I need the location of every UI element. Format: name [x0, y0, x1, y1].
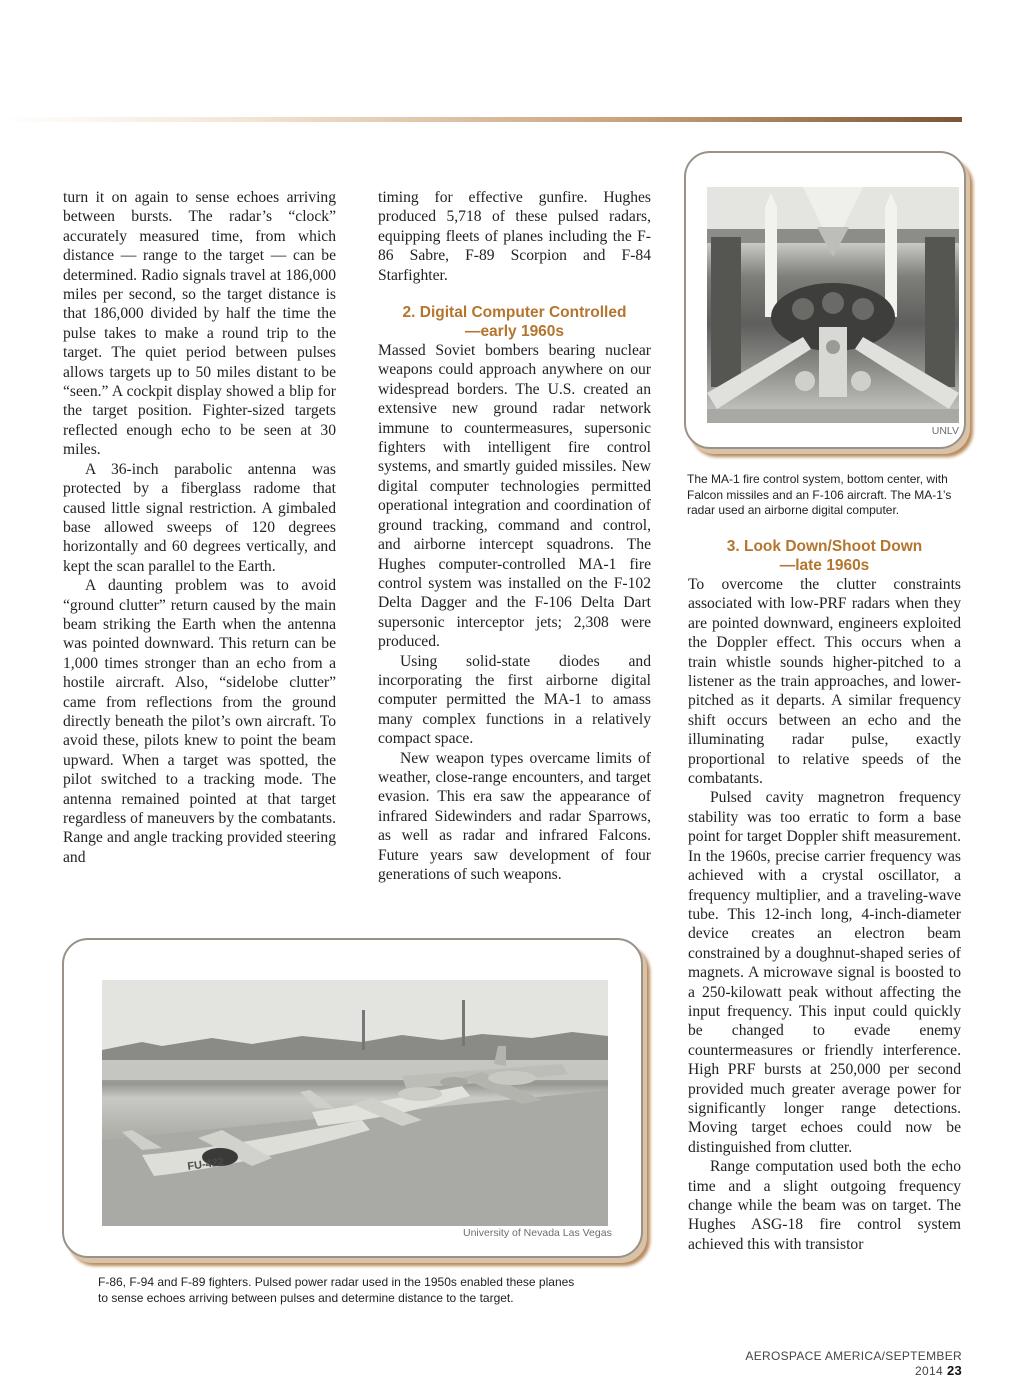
- fighters-photo: [102, 980, 608, 1226]
- paragraph: turn it on again to sense echoes arriving between bursts. The radar’s “clock” accurately measured time, from which distance — range to the target — can be determined. Radio signals travel at 186,000 miles per second, so the target distance is that 186,000 divided by half the time the pulse takes to make a round trip to the target. The quiet period between pulses allows targets up to 50 miles distant to be “seen.” A cockpit display showed a blip for the target position. Fighter-sized targets reflected enough echo to be seen at 30 miles.: [63, 189, 336, 459]
- caption-line: F-86, F-94 and F-89 fighters. Pulsed power radar used in the 1950s enabled these planes: [98, 1275, 575, 1289]
- heading-line: —late 1960s: [779, 557, 870, 574]
- paragraph: A 36-inch parabolic antenna was protected by a fiberglass radome that caused little signal restriction. A gimbaled base allowed sweeps of 120 degrees horizontally and 60 degrees vertically, and kept the scan parallel to the Earth.: [63, 460, 336, 575]
- paragraph: New weapon types overcame limits of weather, close-range encounters, and target evasion. This era saw the appearance of infrared Sidewinders and radar Sparrows, as well as radar and infrared Falcons. Future years saw development of four generations of such weapons.: [378, 749, 651, 883]
- text-column-3: [688, 538, 961, 1254]
- page-footer: [717, 1349, 962, 1378]
- paragraph: To overcome the clutter constraints associated with low-PRF radars when they are pointed downward, engineers exploited the Doppler effect. This occurs when a train whistle sounds higher-pitched to a listener as the train approaches, and lower-pitched as it departs. A similar frequency shift occurs between an echo and the illuminating radar pulse, exactly proportional to relative speeds of the combatants.: [688, 576, 961, 788]
- paragraph: Massed Soviet bombers bearing nuclear weapons could approach anywhere on our widespread borders. The U.S. created an extensive new ground radar network immune to countermeasures, supersonic fighters with intelligent fire control systems, and smartly guided missiles. New digital computer technologies permitted operational integration and coordination of ground tracking, command and control, and airborne intercept squadrons. The Hughes computer-controlled MA-1 fire control system was installed on the F-102 Delta Dagger and the F-106 Delta Dart supersonic interceptor jets; 2,308 were produced.: [378, 342, 651, 651]
- ma1-illustration: [707, 187, 959, 423]
- heading-line: 3. Look Down/Shoot Down: [726, 538, 923, 555]
- fighters-illustration: [102, 980, 608, 1226]
- page-number: 23: [946, 1363, 962, 1378]
- paragraph: A daunting problem was to avoid “ground clutter” return caused by the main beam striking the Earth when the antenna was pointed downward. This return can be 1,000 times stronger than an echo from a hostile aircraft. Also, “sidelobe clutter” came from reflections from the ground directly beneath the pilot’s own aircraft. To avoid these, pilots knew to point the beam upward. When a target was spotted, the pilot switched to a tracking mode. The antenna remained pointed at that target regardless of maneuvers by the combatants. Range and angle tracking provided steering and: [63, 577, 336, 866]
- text-column-1: [63, 188, 336, 867]
- section-heading-digital-computer: [378, 303, 651, 341]
- photo-caption: [98, 1275, 618, 1306]
- heading-line: 2. Digital Computer Controlled: [402, 304, 627, 322]
- ma1-fire-control-photo: [707, 187, 959, 423]
- paragraph: Using solid-state diodes and incorporating the first airborne digital computer permitted the MA-1 to amass many complex functions in a relatively compact space.: [378, 652, 651, 748]
- photo-credit: UNLV: [931, 425, 959, 437]
- publication-name: AEROSPACE AMERICA/SEPTEMBER 2014: [745, 1349, 962, 1378]
- photo-caption: The MA-1 fire control system, bottom center, with Falcon missiles and an F-106 aircraft. The MA-1’s radar used an airborne digital computer.: [687, 472, 952, 517]
- photo-credit: University of Nevada Las Vegas: [463, 1227, 612, 1239]
- tail-marking: FU-422: [186, 1155, 225, 1173]
- paragraph: Range computation used both the echo time and a slight outgoing frequency change while the beam was on target. The Hughes ASG-18 fire control system achieved this with transistor: [688, 1158, 961, 1253]
- caption-line: to sense echoes arriving between pulses and determine distance to the target.: [98, 1290, 514, 1305]
- paragraph: timing for effective gunfire. Hughes produced 5,718 of these pulsed radars, equipping fleets of planes including the F-86 Sabre, F-89 Scorpion and F-84 Starfighter.: [378, 189, 651, 284]
- header-rule: [0, 117, 962, 122]
- heading-line: —early 1960s: [464, 323, 565, 341]
- text-column-2: [378, 188, 651, 884]
- paragraph: Pulsed cavity magnetron frequency stability was too erratic to form a base point for target Doppler shift measurement. In the 1960s, precise carrier frequency was achieved with a crystal oscillator, a frequency multiplier, and a traveling-wave tube. This 12-inch long, 4-inch-diameter device creates an electron beam constrained by a doughnut-shaped series of magnets. A microwave signal is boosted to a 250-kilowatt peak without affecting the input frequency. This input could quickly be changed to evade enemy countermeasures or friendly interference. High PRF bursts at 250,000 per second provided much greater average power for significantly longer range detections. Moving target echoes could now be distinguished from clutter.: [688, 789, 961, 1156]
- section-heading-look-down: [688, 537, 961, 575]
